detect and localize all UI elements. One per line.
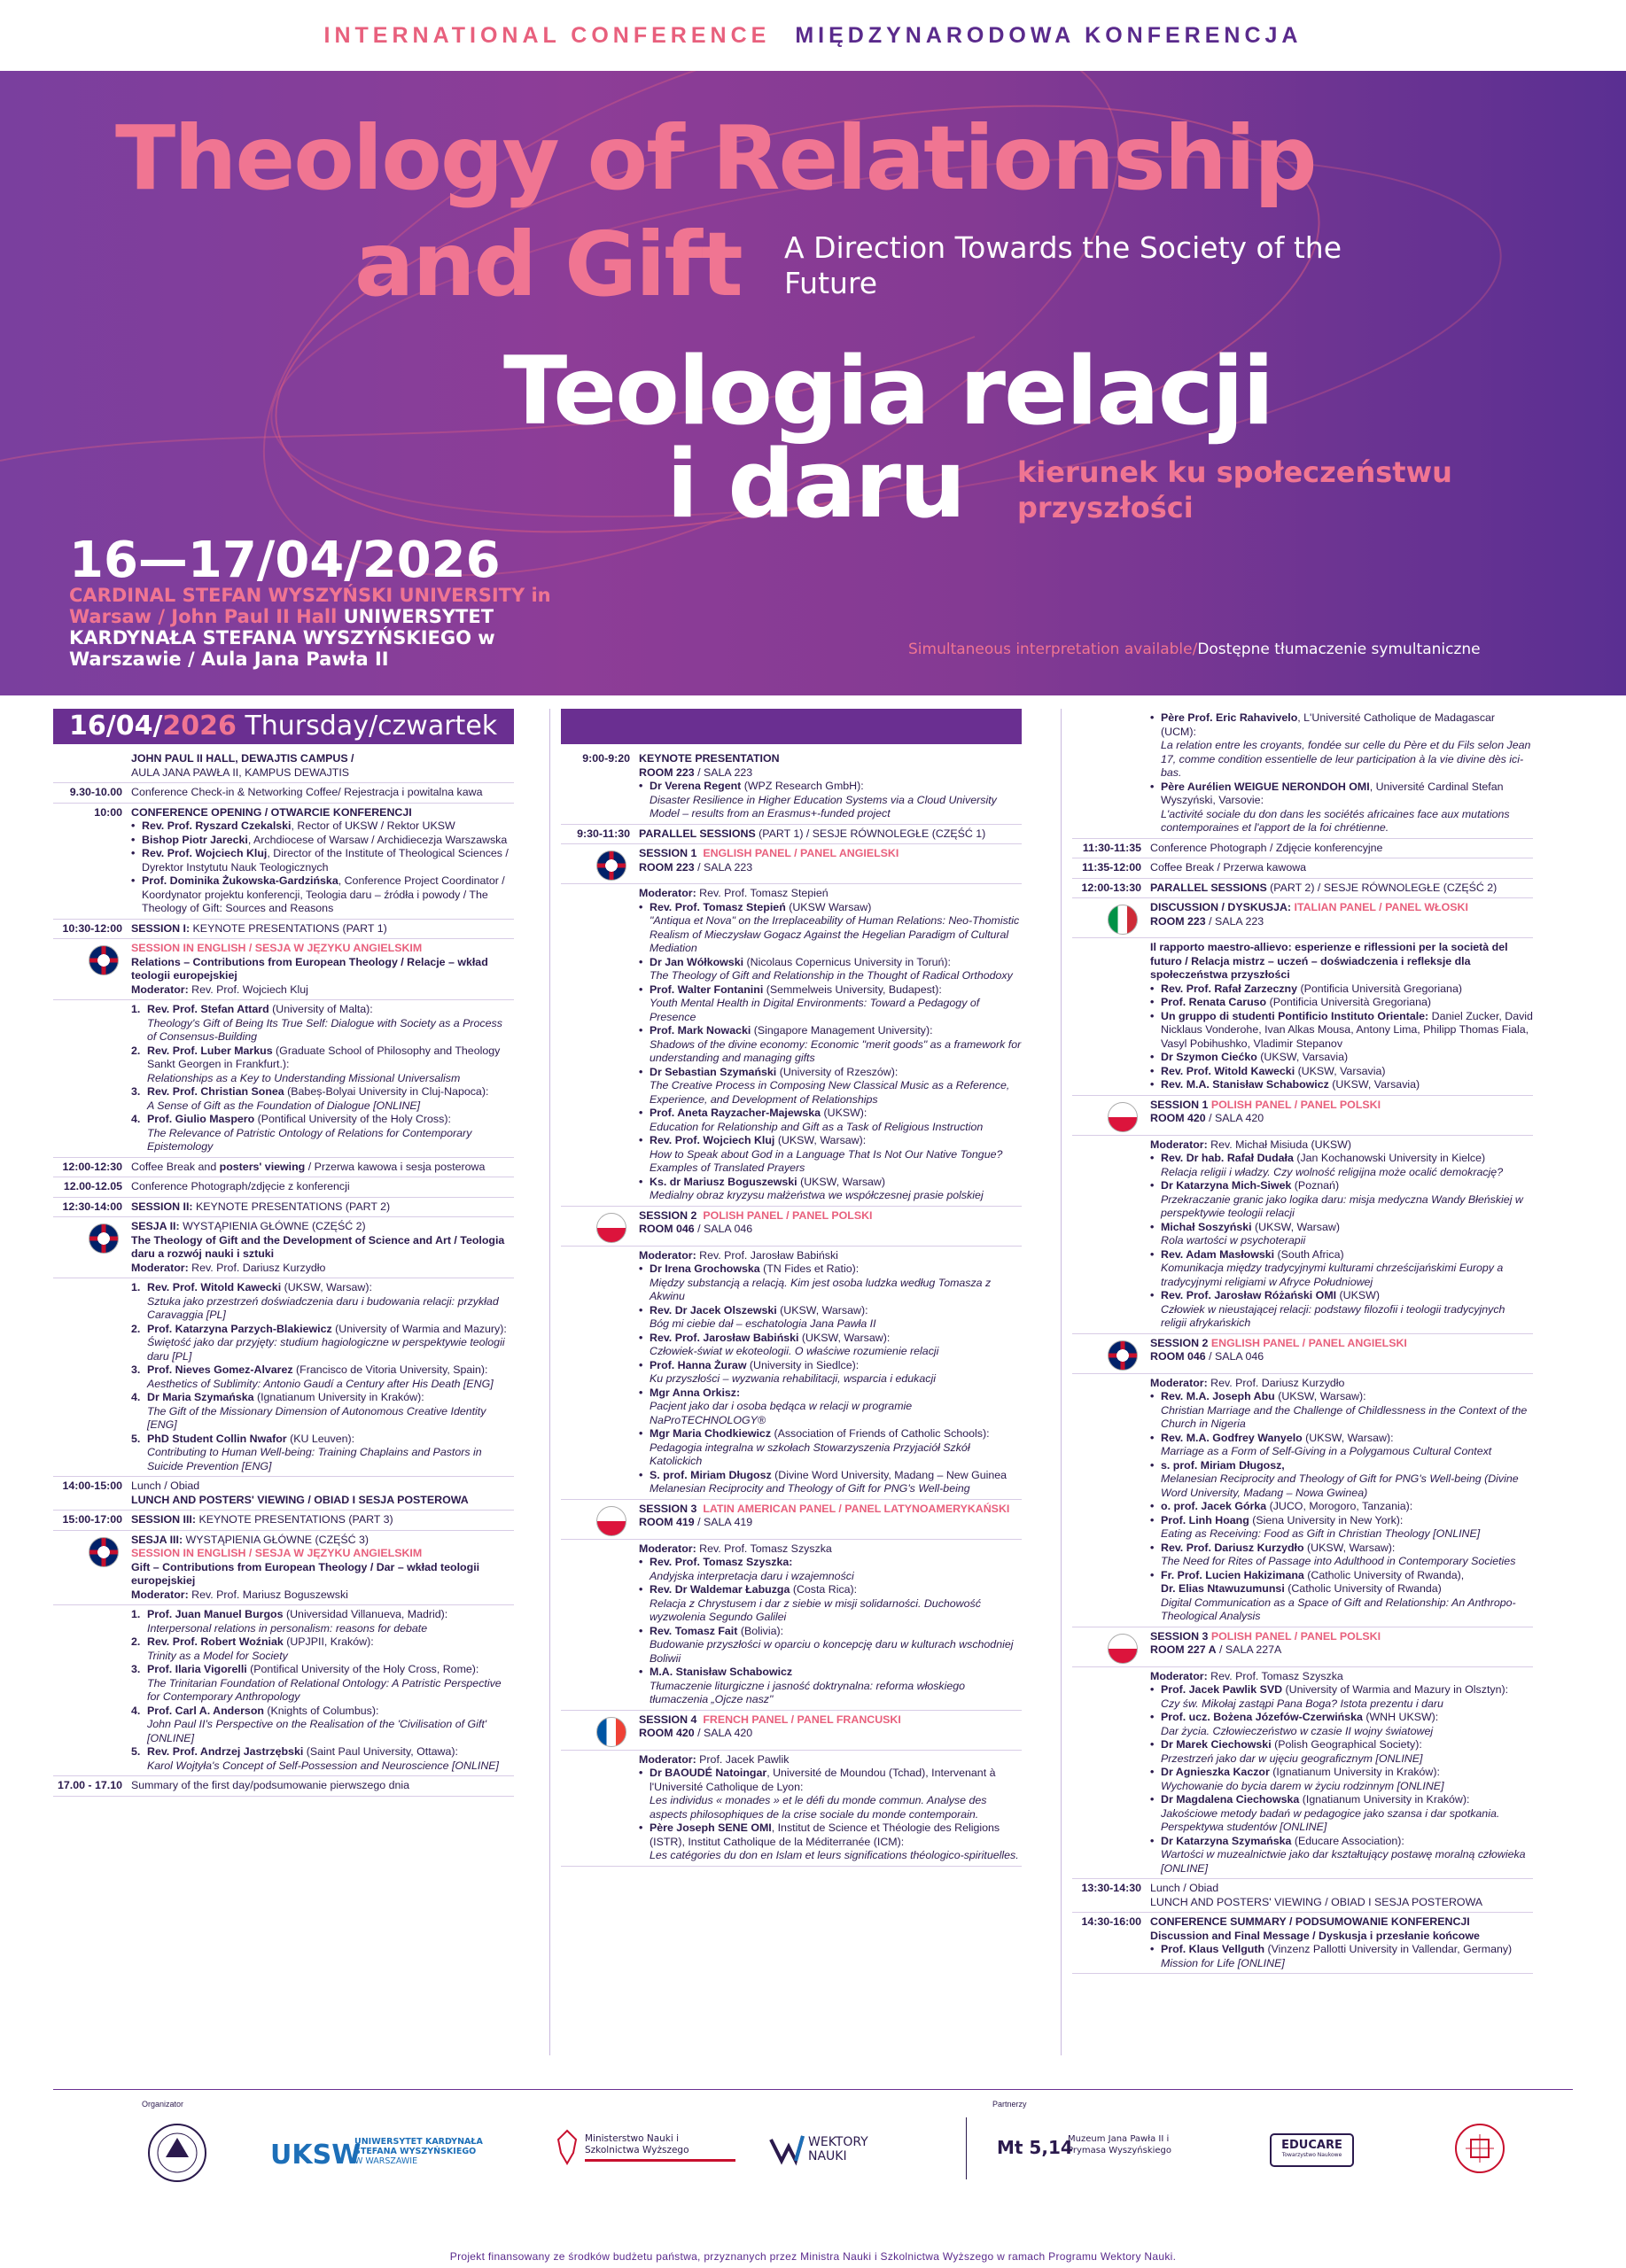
title-en-line1: Theology of Relationship [115,106,1316,210]
program-row: 11:30-11:35 Conference Photograph / Zdjęcie konferencyjne [1072,839,1533,859]
pl-flag-icon [1108,1634,1138,1664]
program-row: 17.00 - 17.10 Summary of the first day/podsumowanie pierwszego dnia [53,1776,514,1797]
day-header [53,709,514,744]
program-row: 15:00-17:00 SESSION III: KEYNOTE PRESENTATIONS (PART 3) [53,1511,514,1531]
simultaneous-interpretation [908,641,1481,658]
program-row: Moderator: Rev. Prof. Tomasz Szyszka • Rev. Prof. Tomasz Szyszka: Andyjska interpretacja daru i wzajemności • Rev. Dr Waldemar Łabuzga (Costa Rica): Relacja z Chrystusem i dar z siebie w misji solidarności. Duchowość wyzwolenia Segundo Galilei • Rev. Tomasz Fait (Bolivia): Budowanie przyszłości w oparciu o koncepcję daru w kulturach wschodniej Boliwii • M.A. Stanisław Schabowicz Tłumaczenie liturgiczne i jasność doktrynalna: reforma włoskiego tłumaczenia „Ojcze nasz" [561,1540,1022,1711]
venue [69,585,565,670]
subtitle-en: A Direction Towards the Society of the Future [784,230,1342,300]
pl-flag-icon [596,1506,626,1536]
title-en-line2: and Gift [354,213,742,316]
column-divider [549,709,550,2055]
program-row: 1. Rev. Prof. Witold Kawecki (UKSW, Warsaw): Sztuka jako przestrzeń doświadczenia daru i budowania relacji: przykład Caravaggia [PL] 2. Prof. Katarzyna Parzych-Blakiewicz (University of Warmia and Mazury): Świętość jako dar przyjęty: studium hagiologiczne w perspektywie teologii daru [PL] 3. Prof. Nieves Gomez-Alvarez (Francisco de Vitoria University, Spain): Aesthetics of Sublimity: Antonio Gaudí a Century after His Death [ENG] 4. Dr Maria Szymańska (Ignatianum University in Kraków): The Gift of the Missionary Dimension of Autonomous Creative Identity [ENG] 5. PhD Student Collin Nwafor (KU Leuven): Contributing to Human Well-being: Training Chaplains and Pastors in Suicide Prevention [ENG] [53,1278,514,1477]
column-divider [1061,709,1062,2055]
program-row: SESSION 3 LATIN AMERICAN PANEL / PANEL LATYNOAMERYKAŃSKI ROOM 419 / SALA 419 [561,1500,1022,1540]
program-column-1 [53,709,514,1797]
program-row: Moderator: Rev. Prof. Tomasz Stepień • Rev. Prof. Tomasz Stepień (UKSW Warsaw) "Antiqua et Nova" on the Irreplaceability of Human Relations: Neo-Thomistic Realism of Mieczysław Gogacz Against the Hegelian Paradigm of Cultural Mediation • Dr Jan Wółkowski (Nicolaus Copernicus University in Toruń): The Theology of Gift and Relationship in the Thought of Radical Orthodoxy • Prof. Walter Fontanini (Semmelweis University, Budapest): Youth Mental Health in Digital Environments: Toward a Pedagogy of Presence • Prof. Mark Nowacki (Singapore Management University): Shadows of the divine economy: Economic "merit goods" as a framework for understanding and managing gifts • Dr Sebastian Szymański (University of Rzeszów): The Creative Process in Composing New Classical Music as a Reference, Experience, and Development of Relationships • Prof. Aneta Rayzacher-Majewska (UKSW): Education for Relationship and Gift as a Task of Religious Instruction • Rev. Prof. Wojciech Kluj (UKSW, Warsaw): How to Speak about God in a Language That Is Not Our Native Tongue? Examples of Translated Prayers • Ks. dr Mariusz Boguszewski (UKSW, Warsaw) Medialny obraz kryzysu małżeństwa we współczesnej prasie polskiej [561,884,1022,1207]
program-row: Moderator: Rev. Prof. Dariusz Kurzydło • Rev. M.A. Joseph Abu (UKSW, Warsaw): Christian Marriage and the Challenge of Childlessness in the Context of the Church in Nigeria • Rev. M.A. Godfrey Wanyelo (UKSW, Warsaw): Marriage as a Form of Self-Giving in a Polygamous Cultural Context • s. prof. Miriam Długosz, Melanesian Reciprocity and Theology of Gift for PNG's Well-being (Divine Word University, Madang – Nowa Gwinea) • o. prof. Jacek Górka (JUCO, Morogoro, Tanzania): • Prof. Linh Hoang (Siena University in New York): Eating as Receiving: Food as Gift in Christian Theology [ONLINE] • Rev. Prof. Dariusz Kurzydło (UKSW, Warsaw): The Need for Rites of Passage into Adulthood in Contemporary Societies • Fr. Prof. Lucien Hakizimana (Catholic University of Rwanda), Dr. Elias Ntawuzumunsi (Catholic University of Rwanda) Digital Communication as a Space of Gift and Relationship: An Anthropo-Theological Analysis [1072,1374,1533,1627]
footer [0,2082,1626,2268]
program-row: SESSION IN ENGLISH / SESJA W JĘZYKU ANGIELSKIM Relations – Contributions from European Theology / Relacje – wkład teologii europejskiej Moderator: Rev. Prof. Wojciech Kluj [53,939,514,1000]
pl-flag-icon [1108,1102,1138,1132]
pl-flag-icon [596,1213,626,1243]
it-flag-icon [1108,905,1138,935]
conference-label-en: INTERNATIONAL CONFERENCE [323,22,771,48]
program-row: Il rapporto maestro-allievo: esperienze e riflessioni per la società del futuro / Relacja mistrz – uczeń – doświadczenia i refleksje dla społeczeństwa przyszłości • Rev. Prof. Rafał Zarzeczny (Pontificia Università Gregoriana) • Prof. Renata Caruso (Pontificia Università Gregoriana) • Un gruppo di studenti Pontificio Instituto Orientale: Daniel Zucker, David Nicklaus Vonderohe, Ivan Alkas Mousa, Antony Lima, Philipp Thomas Fiala, Vasyl Pobihushko, Vladimir Stepanov • Dr Szymon Ciećko (UKSW, Varsavia) • Rev. Prof. Witold Kawecki (UKSW, Varsavia) • Rev. M.A. Stanisław Schabowicz (UKSW, Varsavia) [1072,938,1533,1096]
footer-divider [53,2089,1573,2090]
day-date: 16/04/ [69,711,163,742]
uk-flag-icon [596,850,626,881]
program-row: SESSION 3 POLISH PANEL / PANEL POLSKI ROOM 227 A / SALA 227A [1072,1627,1533,1667]
day-header [561,709,1022,744]
program-row: SESSION 1 POLISH PANEL / PANEL POLSKI ROOM 420 / SALA 420 [1072,1096,1533,1136]
uk-flag-icon [89,945,119,975]
program-row: 12.00-12.05 Conference Photograph/zdjęcie z konferencji [53,1177,514,1198]
program-row: SESSION 2 POLISH PANEL / PANEL POLSKI ROOM 046 / SALA 046 [561,1207,1022,1247]
conference-label-pl: MIĘDZYNARODOWA KONFERENCJA [795,22,1303,48]
wektory-name: WEKTORY NAUKI [808,2135,868,2163]
wektory-logo-icon [769,2131,805,2166]
subtitle-pl: kierunek ku społeczeństwu przyszłości [1017,455,1452,524]
program-row: 1. Prof. Juan Manuel Burgos (Universidad Villanueva, Madrid): Interpersonal relations in personalism: reasons for debate 2. Rev. Prof. Robert Woźniak (UPJPII, Kraków): Trinity as a Model for Society 3. Prof. Ilaria Vigorelli (Pontifical University of the Holy Cross, Rome): The Trinitarian Foundation of Relational Ontology: A Patristic Perspective for Contemporary Anthropology 4. Prof. Carl A. Anderson (Knights of Columbus): John Paul II's Perspective on the Realisation of the 'Civilisation of Gift' [ONLINE] 5. Rev. Prof. Andrzej Jastrzębski (Saint Paul University, Ottawa): Karol Wojtyła's Concept of Self-Possession and Neuroscience [ONLINE] [53,1605,514,1776]
program-row: 12:00-13:30 PARALLEL SESSIONS (PART 2) / SESJE RÓWNOLEGŁE (CZĘŚĆ 2) [1072,879,1533,899]
program-row: SESSION 4 FRENCH PANEL / PANEL FRANCUSKI ROOM 420 / SALA 420 [561,1711,1022,1751]
program-column-3 [1072,709,1533,1974]
program-row: 13:30-14:30 Lunch / Obiad LUNCH AND POSTERS' VIEWING / OBIAD I SESJA POSTEROWA [1072,1879,1533,1913]
uksw-logo: UKSW [270,2140,362,2171]
program-row: Moderator: Rev. Michał Misiuda (UKSW) • Rev. Dr hab. Rafał Dudała (Jan Kochanowski University in Kielce) Relacja religii i władzy. Czy wolność religijna może ocalić demokrację? • Dr Katarzyna Mich-Siwek (Poznań) Przekraczanie granic jako logika daru: misja medyczna Wandy Błeńskiej w perspektywie teologii relacji • Michał Soszyński (UKSW, Warsaw) Rola wartości w psychoterapii • Rev. Adam Masłowski (South Africa) Komunikacja między tradycyjnymi kulturami chrześcijańskimi Europy a tradycyjnymi religiami w Afryce Południowej • Rev. Prof. Jarosław Różański OMI (UKSW) Człowiek w nieustającej relacji: podstawy filozofii i teologii tradycyjnych religii afrykańskich [1072,1136,1533,1334]
program-row: 14:30-16:00 CONFERENCE SUMMARY / PODSUMOWANIE KONFERENCJI Discussion and Final Message / Dyskusja i przesłanie końcowe • Prof. Klaus Vellguth (Vinzenz Pallotti University in Vallendar, Germany) Mission for Life [ONLINE] [1072,1913,1533,1974]
program-row: 1. Rev. Prof. Stefan Attard (University of Malta): Theology's Gift of Being Its True Self: Dialogue with Society as a Process of Consensus-Building 2. Rev. Prof. Luber Markus (Graduate School of Philosophy and Theology Sankt Georgen in Frankfurt.): Relationships as a Key to Understanding Missional Universalism 3. Rev. Prof. Christian Sonea (Babeș-Bolyai University in Cluj-Napoca): A Sense of Gift as the Foundation of Dialogue [ONLINE] 4. Prof. Giulio Maspero (Pontifical University of the Holy Cross): The Relevance of Patristic Ontology of Relations for Contemporary Epistemology [53,1000,514,1158]
venue-en: CARDINAL STEFAN WYSZYŃSKI UNIVERSITY in Warsaw / John Paul II Hall [69,585,551,627]
program-row: • Père Prof. Eric Rahavivelo, L'Université Catholique de Madagascar (UCM): La relation entre les croyants, fondée sur celle du Père et du Fils selon Jean 17, comme condition essentielle de leur participation à la vie divine dès ici-bas. • Père Aurélien WEIGUE NERONDOH OMI, Université Cardinal Stefan Wyszyński, Varsovie: L'activité sociale du don dans les sociétés africaines face aux mutations contemporaines et l'apport de la foi chrétienne. [1072,709,1533,839]
program-row: 14:00-15:00 Lunch / Obiad LUNCH AND POSTERS' VIEWING / OBIAD I SESJA POSTEROWA [53,1477,514,1511]
program-row: Moderator: Rev. Prof. Tomasz Szyszka • Prof. Jacek Pawlik SVD (University of Warmia and Mazury in Olsztyn): Czy św. Mikołaj zastąpi Pana Boga? Istota prezentu i daru • Prof. ucz. Bożena Józefów-Czerwińska (WNH UKSW): Dar życia. Człowieczeństwo w czasie II wojny światowej • Dr Marek Ciechowski (Polish Geographical Society): Przestrzeń jako dar w ujęciu geograficznym [ONLINE] • Dr Agnieszka Kaczor (Ignatianum University in Kraków): Wychowanie do bycia darem w życiu rodzinnym [ONLINE] • Dr Magdalena Ciechowska (Ignatianum University in Kraków): Jakościowe metody badań w pedagogice jako szansa i dar spotkania. Perspektywa studentów [ONLINE] • Dr Katarzyna Szymańska (Educare Association): Wartości w muzealnictwie jako dar kształtujący postawę moralną człowieka [ONLINE] [1072,1667,1533,1880]
day-year: 2026 [162,711,237,742]
uksw-city: W WARSZAWIE [354,2156,418,2166]
program-row: 11:35-12:00 Coffee Break / Przerwa kawowa [1072,858,1533,879]
institute-seal-icon [1453,2122,1506,2175]
program-row: JOHN PAUL II HALL, DEWAJTIS CAMPUS / AULA JANA PAWŁA II, KAMPUS DEWAJTIS [53,750,514,783]
program-row: 9:30-11:30 PARALLEL SESSIONS (PART 1) / SESJE RÓWNOLEGŁE (CZĘŚĆ 1) [561,825,1022,845]
program-row: Moderator: Prof. Jacek Pawlik • Dr BAOUDÉ Natoingar, Université de Moundou (Tchad), Intervenant à l'Université Catholique de Lyon: Les individus « monades » et le défi du monde commun. Analyse des aspects philosophiques de la crise sociale du monde contemporain. • Père Joseph SENE OMI, Institut de Science et Théologie des Religions (ISTR), Institut Catholique de la Méditerranée (ICM): Les catégories du don en Islam et leurs significations théologico-spirituelles. [561,1751,1022,1867]
program-row: 12:30-14:00 SESSION II: KEYNOTE PRESENTATIONS (PART 2) [53,1198,514,1218]
program-row: 10:00 CONFERENCE OPENING / OTWARCIE KONFERENCJI • Rev. Prof. Ryszard Czekalski, Rector of UKSW / Rektor UKSW • Bishop Piotr Jarecki, Archdiocese of Warsaw / Archidiecezja Warszawska • Rev. Prof. Wojciech Kluj, Director of the Institute of Theological Sciences / Dyrektor Instytutu Nauk Teologicznych • Prof. Dominika Żukowska-Gardzińska, Conference Project Coordinator / Koordynator projektu konferencji, Teologia daru – źródła i powody / The Theology of Gift: Sources and Reasons [53,804,514,920]
uk-flag-icon [89,1223,119,1254]
uksw-name [354,2137,514,2166]
ministry-name: Ministerstwo Nauki i Szkolnictwa Wyższego [585,2133,735,2162]
program-row: DISCUSSION / DYSKUSJA: ITALIAN PANEL / PANEL WŁOSKI ROOM 223 / SALA 223 [1072,898,1533,938]
title-pl-line1: Teologia relacji [503,337,1273,446]
program-row: SESJA II: WYSTĄPIENIA GŁÓWNE (CZĘŚĆ 2) The Theology of Gift and the Development of Science and Art / Teologia daru a rozwój nauki i sztuki Moderator: Rev. Prof. Dariusz Kurzydło [53,1217,514,1278]
conference-date: 16—17/04/2026 [69,532,501,589]
simul-pl: Dostępne tłumaczenie symultaniczne [1197,641,1481,658]
program-row: SESJA III: WYSTĄPIENIA GŁÓWNE (CZĘŚĆ 3) SESSION IN ENGLISH / SESJA W JĘZYKU ANGIELSKIM Gift – Contributions from European Theology / Dar – wkład teologii europejskiej Moderator: Rev. Prof. Mariusz Boguszewski [53,1531,514,1606]
venue-pl: UNIWERSYTET KARDYNAŁA STEFANA WYSZYŃSKIEGO w Warszawie / Aula Jana Pawła II [69,606,495,670]
partners-label: Partnerzy [992,2100,1027,2109]
educare-sub: Towarzystwo Naukowe [1281,2152,1342,2158]
museum-name: Muzeum Jana Pawła II i Prymasa Wyszyńskiego [1068,2134,1172,2155]
program-column-2 [561,709,1022,1867]
header-banner [0,71,1626,695]
university-seal-icon [146,2122,208,2184]
uk-flag-icon [1108,1340,1138,1371]
uk-flag-icon [89,1537,119,1567]
program-row: SESSION 1 ENGLISH PANEL / PANEL ANGIELSKI ROOM 223 / SALA 223 [561,844,1022,884]
program-row: Moderator: Rev. Prof. Jarosław Babiński • Dr Irena Grochowska (TN Fides et Ratio): Między substancją a relacją. Kim jest osoba ludzka według Tomasza z Akwinu • Rev. Dr Jacek Olszewski (UKSW, Warsaw): Bóg mi ciebie dał – eschatologia Jana Pawła II • Rev. Prof. Jarosław Babiński (UKSW, Warsaw): Człowiek-świat w ekoteologii. O właściwe rozumienie relacji • Prof. Hanna Żuraw (University in Siedlce): Ku przyszłości – wyzwania rehabilitacji, wsparcia i edukacji • Mgr Anna Orkisz: Pacjent jako dar i osoba będąca w relacji w programie NaProTECHNOLOGY® • Mgr Maria Chodkiewicz (Association of Friends of Catholic Schools): Pedagogia integralna w szkołach Stowarzyszenia Przyjaciół Szkół Katolickich • S. prof. Miriam Długosz (Divine Word University, Madang – New Guinea Melanesian Reciprocity and Theology of Gift for PNG's Well-being [561,1247,1022,1500]
program-row: 12:00-12:30 Coffee Break and posters' viewing / Przerwa kawowa i sesja posterowa [53,1158,514,1178]
ministry-eagle-icon [554,2126,580,2171]
conference-label [0,0,1626,71]
funding-note: Projekt finansowany ze środków budżetu państwa, przyznanych przez Ministra Nauki i Szkolnictwa Wyższego w ramach Programu Wektory Nauki. [449,2250,1177,2263]
divider [966,2117,967,2179]
program-row: SESSION 2 ENGLISH PANEL / PANEL ANGIELSKI ROOM 046 / SALA 046 [1072,1334,1533,1374]
simul-en: Simultaneous interpretation available/ [908,641,1198,658]
mt-logo: Mt 5,14 [997,2137,1073,2158]
day-weekday: Thursday/czwartek [236,711,498,742]
title-pl-line2: i daru [666,430,965,539]
uksw-name-text: UNIWERSYTET KARDYNAŁA STEFANA WYSZYŃSKIEGO [354,2137,483,2156]
program-row: 10:30-12:00 SESSION I: KEYNOTE PRESENTATIONS (PART 1) [53,920,514,940]
educare-logo [1270,2133,1354,2167]
fr-flag-icon [596,1717,626,1747]
program-row: 9:00-9:20 KEYNOTE PRESENTATION ROOM 223 / SALA 223 • Dr Verena Regent (WPZ Research GmbH): Disaster Resilience in Higher Education Systems via a Cloud University Model – results from an Erasmus+-funded project [561,750,1022,825]
organizer-label: Organizator [142,2100,184,2109]
educare-name: EDUCARE [1281,2139,1342,2152]
program-row: 9.30-10.00 Conference Check-in & Networking Coffee/ Rejestracja i powitalna kawa [53,783,514,804]
